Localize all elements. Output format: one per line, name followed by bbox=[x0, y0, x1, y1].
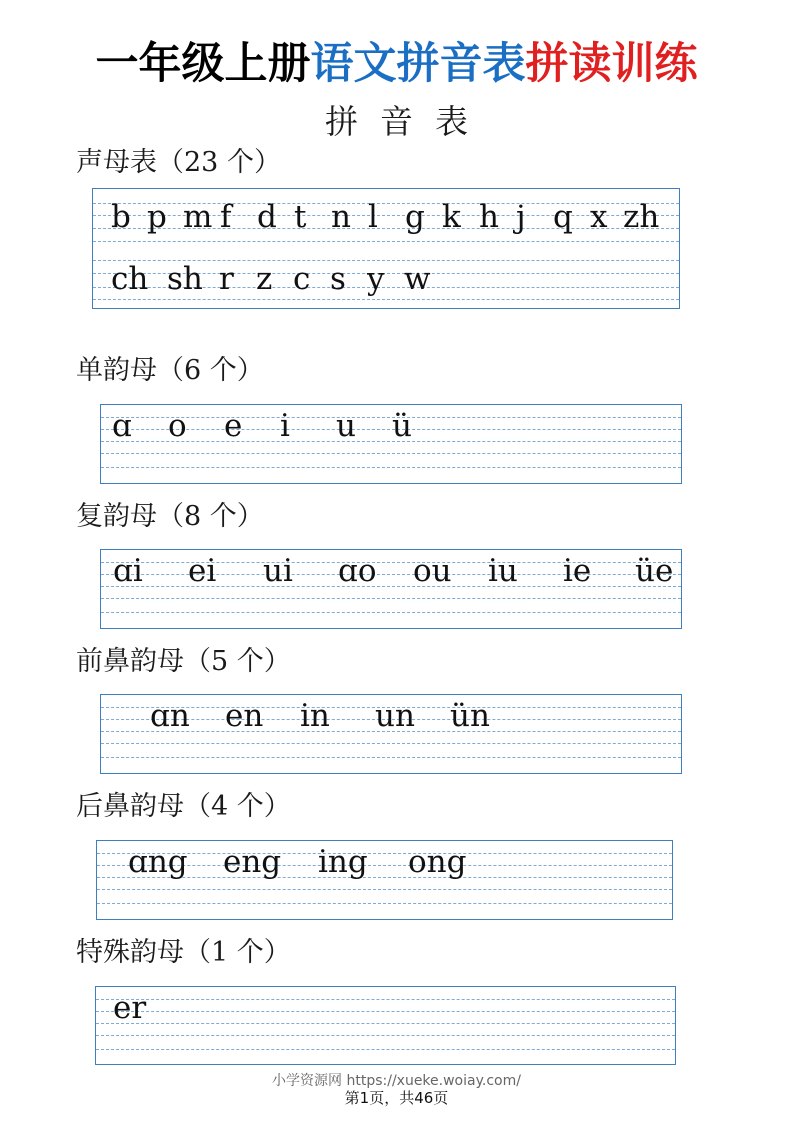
title-part-subject: 语文拼音表 bbox=[310, 39, 526, 89]
pinyin-letter: in bbox=[300, 698, 330, 734]
pinyin-letter: y bbox=[367, 261, 385, 297]
pinyin-letter: ɑo bbox=[338, 553, 377, 589]
pinyin-letter: h bbox=[479, 199, 499, 235]
pinyin-letter: ing bbox=[318, 844, 368, 880]
pinyin-letter: eng bbox=[223, 844, 282, 880]
pinyin-letter: r bbox=[219, 261, 234, 297]
pinyin-letter: ong bbox=[408, 844, 467, 880]
pinyin-letter: t bbox=[294, 199, 307, 235]
pinyin-letter: ou bbox=[413, 553, 452, 589]
pinyin-letter: ün bbox=[450, 698, 490, 734]
pinyin-letter: x bbox=[590, 199, 608, 235]
pinyin-letter: en bbox=[225, 698, 264, 734]
title-part-training: 拼读训练 bbox=[525, 39, 698, 89]
pinyin-letter: ɑn bbox=[150, 698, 190, 734]
pinyin-letter: f bbox=[220, 199, 232, 235]
pinyin-letter: k bbox=[442, 199, 461, 235]
back-nasal-finals-row bbox=[128, 845, 466, 879]
pinyin-letter: ei bbox=[188, 553, 217, 589]
footer-source-link[interactable]: 小学资源网 https://xueke.woiay.com/ bbox=[272, 1073, 521, 1089]
pinyin-letter: ü bbox=[392, 408, 412, 444]
pinyin-letter: er bbox=[113, 990, 147, 1026]
section-label-compound-finals: 复韵母（8 个） bbox=[76, 501, 264, 532]
footer-page-number: 第1页，共46页 bbox=[344, 1089, 449, 1107]
pinyin-letter: n bbox=[331, 199, 351, 235]
pinyin-letter: l bbox=[368, 199, 378, 235]
pinyin-letter: e bbox=[224, 408, 243, 444]
pinyin-letter: d bbox=[257, 199, 277, 235]
pinyin-letter: g bbox=[405, 199, 425, 235]
section-label-front-nasal-finals: 前鼻韵母（5 个） bbox=[76, 646, 291, 677]
section-label-back-nasal-finals: 后鼻韵母（4 个） bbox=[76, 791, 291, 822]
initials-row-1 bbox=[111, 200, 659, 234]
pinyin-letter: u bbox=[336, 408, 356, 444]
pinyin-letter: b bbox=[111, 199, 131, 235]
initials-row-2 bbox=[111, 262, 431, 296]
pinyin-letter: üe bbox=[635, 553, 674, 589]
initials-box bbox=[92, 188, 680, 309]
title-part-grade: 一年级上册 bbox=[95, 39, 311, 89]
pinyin-letter: i bbox=[280, 408, 290, 444]
simple-finals-row bbox=[112, 409, 412, 443]
back-nasal-finals-box bbox=[96, 840, 673, 920]
front-nasal-finals-box bbox=[100, 694, 682, 774]
section-label-initials: 声母表（23 个） bbox=[76, 147, 281, 178]
pinyin-letter: s bbox=[330, 261, 346, 297]
pinyin-letter: sh bbox=[167, 261, 203, 297]
special-finals-row bbox=[113, 991, 146, 1025]
section-label-simple-finals: 单韵母（6 个） bbox=[76, 355, 264, 386]
pinyin-letter: ie bbox=[563, 553, 592, 589]
pinyin-letter: m bbox=[183, 199, 213, 235]
pinyin-letter: c bbox=[293, 261, 311, 297]
pinyin-letter: iu bbox=[488, 553, 518, 589]
pinyin-letter: zh bbox=[623, 199, 660, 235]
pinyin-letter: q bbox=[553, 199, 573, 235]
compound-finals-box bbox=[100, 549, 682, 629]
pinyin-letter: ch bbox=[111, 261, 149, 297]
pinyin-letter: ɑ bbox=[112, 408, 132, 444]
pinyin-letter: ɑi bbox=[113, 553, 143, 589]
simple-finals-box bbox=[100, 404, 682, 484]
pinyin-letter: un bbox=[375, 698, 415, 734]
pinyin-letter: ɑng bbox=[128, 844, 188, 880]
pinyin-letter: p bbox=[147, 199, 167, 235]
compound-finals-row bbox=[113, 554, 673, 588]
pinyin-letter: j bbox=[516, 199, 526, 235]
page-title bbox=[0, 38, 793, 90]
pinyin-letter: w bbox=[404, 261, 431, 297]
page-subtitle: 拼音表 bbox=[325, 102, 490, 141]
pinyin-letter: ui bbox=[263, 553, 293, 589]
special-finals-box bbox=[95, 986, 676, 1065]
pinyin-letter: o bbox=[168, 408, 187, 444]
section-label-special-finals: 特殊韵母（1 个） bbox=[76, 937, 291, 968]
front-nasal-finals-row bbox=[150, 699, 490, 733]
pinyin-letter: z bbox=[256, 261, 273, 297]
